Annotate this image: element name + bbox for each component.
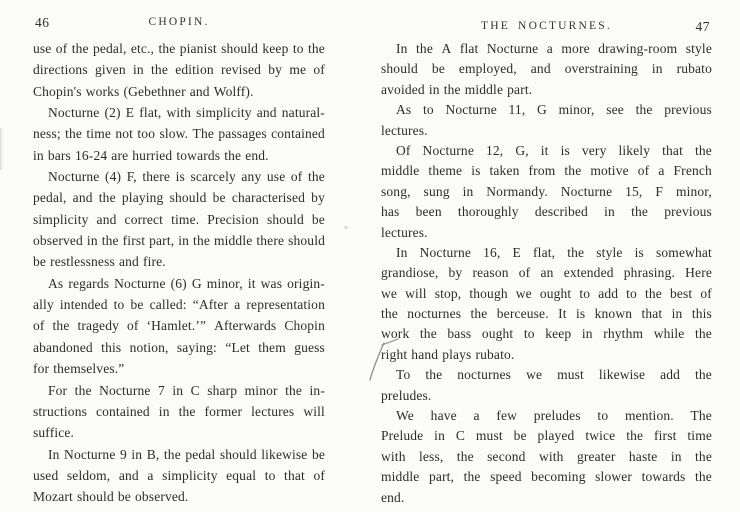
text-line: Prelude in C must be played twice the first time: [381, 428, 712, 444]
text-line: should be employed, and overstraining in rubato: [381, 61, 712, 77]
text-line: right hand plays rubato.: [381, 346, 515, 362]
text-line: be restlessness and fire.: [33, 254, 166, 270]
paragraph: [33, 447, 325, 511]
text-line: As regards Nocturne (6) G minor, it was origin-: [48, 275, 325, 291]
text-line: abandoned this notion, saying: “Let them guess: [33, 339, 325, 355]
text-line: directions given in the edition revised by me of: [33, 62, 325, 78]
text-line: with less, the second with greater haste in the: [381, 448, 712, 464]
paragraph: [381, 143, 712, 245]
paragraph: [381, 408, 712, 510]
paragraph: [381, 245, 712, 367]
text-line: ness; the time not too slow. The passages contained: [33, 126, 325, 142]
text-line: We have a few preludes to mention. The: [396, 408, 712, 424]
paragraph: [33, 169, 325, 276]
paragraph: [381, 102, 712, 143]
text-line: the nocturnes the berceuse. It is known that in this: [381, 306, 712, 322]
text-line: ally intended to be called: “After a representation: [33, 297, 325, 313]
paragraph: [33, 41, 325, 105]
text-line: Mozart should be observed.: [33, 489, 189, 505]
text-line: As to Nocturne 11, G minor, see the previous: [396, 102, 712, 118]
paragraph: [33, 383, 325, 447]
text-line: has been thoroughly described in the previous: [381, 204, 712, 220]
text-line: middle theme is taken from the motive of a French: [381, 163, 712, 179]
text-line: In Nocturne 16, E flat, the style is somewhat: [396, 244, 712, 260]
text-line: used seldom, and a simplicity equal to that of: [33, 467, 325, 483]
text-line: for themselves.”: [33, 361, 125, 377]
text-line: In Nocturne 9 in B, the pedal should likewise be: [48, 446, 325, 462]
text-line: For the Nocturne 7 in C sharp minor the in-: [48, 382, 325, 398]
text-line: work the bass ought to keep in rhythm while the: [381, 326, 712, 342]
left-page-header: [33, 16, 325, 32]
right-page-body: [381, 41, 712, 510]
text-line: of the tragedy of ‘Hamlet.’” Afterwards Chopin: [33, 318, 325, 334]
text-line: pedal, and the playing should be characterised by: [33, 190, 325, 206]
text-line: grandiose, by reason of an extended phrasing. Here: [381, 265, 712, 281]
pencil-margin-mark: [362, 334, 402, 382]
text-line: avoided in the middle part.: [381, 81, 533, 97]
scan-speck: [344, 226, 348, 229]
paragraph: [33, 105, 325, 169]
text-line: Of Nocturne 12, G, it is very likely that the: [396, 142, 712, 158]
scan-edge-smudge: [0, 128, 3, 170]
text-line: lectures.: [381, 224, 428, 240]
right-page-header: [381, 20, 712, 36]
paragraph: [33, 276, 325, 383]
text-line: end.: [381, 489, 405, 505]
text-line: preludes.: [381, 387, 432, 403]
right-running-header: THE NOCTURNES.: [481, 20, 612, 32]
text-line: simplicity and correct time. Precision should be: [33, 211, 325, 227]
paragraph: [381, 367, 712, 408]
text-line: use of the pedal, etc., the pianist should keep to the: [33, 41, 325, 56]
text-line: In the A flat Nocturne a more drawing-room style: [396, 41, 712, 56]
text-line: lectures.: [381, 122, 428, 138]
text-line: Nocturne (2) E flat, with simplicity and natural-: [48, 105, 325, 121]
text-line: Chopin's works (Gebethner and Wolff).: [33, 83, 254, 99]
left-page-body: [33, 41, 325, 511]
text-line: Nocturne (4) F, there is scarcely any use of the: [48, 169, 325, 185]
right-page-number: 47: [695, 19, 710, 34]
text-line: song, sung in Normandy. Nocturne 15, F minor,: [381, 183, 712, 199]
text-line: structions contained in the former lectures will: [33, 403, 325, 419]
text-line: suffice.: [33, 425, 75, 441]
text-line: in bars 16-24 are hurried towards the end.: [33, 147, 269, 163]
paragraph: [381, 41, 712, 102]
text-line: middle part, the speed becoming slower towards the: [381, 469, 712, 485]
text-line: To the nocturnes we must likewise add the: [396, 367, 712, 383]
text-line: we will stop, though we ought to add to the best of: [381, 285, 712, 301]
left-running-header: CHOPIN.: [148, 16, 210, 28]
text-line: observed in the first part, in the middle there should: [33, 233, 325, 249]
left-page-number: 46: [35, 15, 50, 30]
